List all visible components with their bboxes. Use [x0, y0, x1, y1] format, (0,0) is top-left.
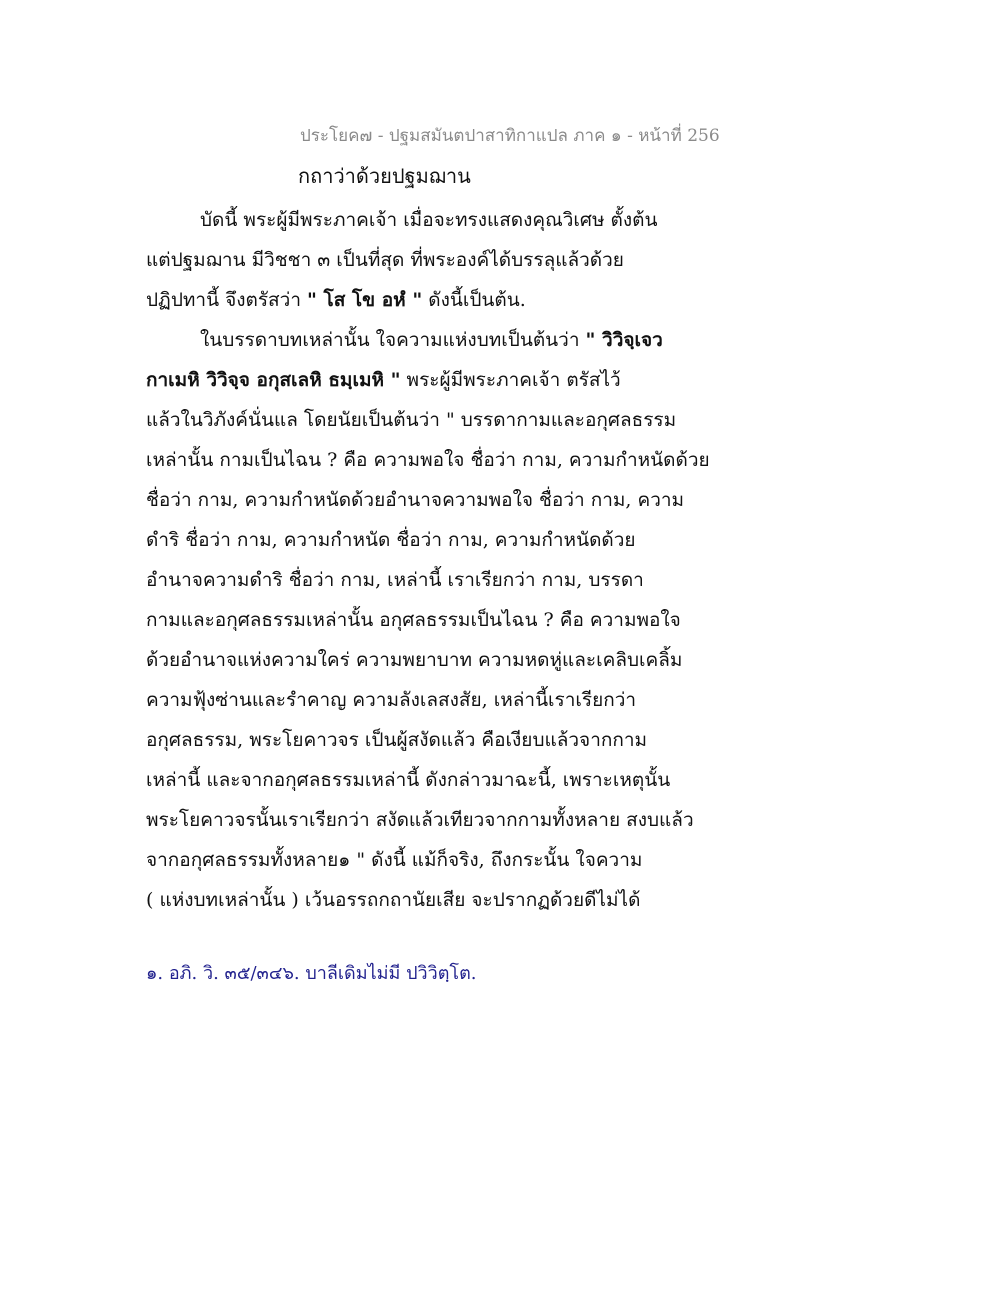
pali-quote: " โส โข อหํ " [307, 289, 423, 311]
paragraph-2-line-9: ด้วยอำนาจแห่งความใคร่ ความพยาบาท ความหดหู่และเคลิบเคลิ้ม [146, 649, 683, 671]
paragraph-2-line-1 [146, 320, 846, 360]
text-run: ในบรรดาบทเหล่านั้น ใจความแห่งบทเป็นต้นว่า [200, 329, 586, 351]
text-run: ดังนี้เป็นต้น. [422, 289, 526, 311]
pali-quote: " วิวิจฺเจว [585, 329, 663, 351]
paragraph-2-line-6: ดำริ ชื่อว่า กาม, ความกำหนัด ชื่อว่า กาม, ความกำหนัดด้วย [146, 529, 636, 551]
paragraph-2-line-7: อำนาจความดำริ ชื่อว่า กาม, เหล่านี้ เราเรียกว่า กาม, บรรดา [146, 569, 644, 591]
body-text [146, 200, 846, 920]
paragraph-2-line-5: ชื่อว่า กาม, ความกำหนัดด้วยอำนาจความพอใจ ชื่อว่า กาม, ความ [146, 489, 685, 511]
paragraph-2-line-12: เหล่านี้ และจากอกุศลธรรมเหล่านี้ ดังกล่าวมาฉะนี้, เพราะเหตุนั้น [146, 769, 671, 791]
paragraph-2-line-14: จากอกุศลธรรมทั้งหลาย๑ " ดังนี้ แม้ก็จริง, ถึงกระนั้น ใจความ [146, 849, 643, 871]
paragraph-2-line-4: เหล่านั้น กามเป็นไฉน ? คือ ความพอใจ ชื่อว่า กาม, ความกำหนัดด้วย [146, 449, 710, 471]
paragraph-1-line-3 [146, 280, 846, 320]
paragraph-2-line-13: พระโยคาวจรนั้นเราเรียกว่า สงัดแล้วเทียวจากกามทั้งหลาย สงบแล้ว [146, 809, 694, 831]
paragraph-1-line-2: แต่ปฐมฌาน มีวิชชา ๓ เป็นที่สุด ที่พระองค์ได้บรรลุแล้วด้วย [146, 249, 624, 271]
text-run: พระผู้มีพระภาคเจ้า ตรัสไว้ [400, 369, 621, 391]
paragraph-2-line-3: แล้วในวิภังค์นั่นแล โดยนัยเป็นต้นว่า " บรรดากามและอกุศลธรรม [146, 409, 677, 431]
paragraph-2-line-10: ความฟุ้งซ่านและรำคาญ ความลังเลสงสัย, เหล่านี้เราเรียกว่า [146, 689, 637, 711]
paragraph-2-line-8: กามและอกุศลธรรมเหล่านั้น อกุศลธรรมเป็นไฉน ? คือ ความพอใจ [146, 609, 681, 631]
paragraph-2-line-2 [146, 360, 846, 400]
footnote: ๑. อภิ. วิ. ๓๕/๓๔๖. บาลีเดิมไม่มี ปวิวิตฺโต. [146, 963, 477, 984]
section-title: กถาว่าด้วยปฐมฌาน [298, 164, 471, 188]
text-run: ปฏิปทานี้ จึงตรัสว่า [146, 289, 308, 311]
paragraph-1-line-1: บัดนี้ พระผู้มีพระภาคเจ้า เมื่อจะทรงแสดงคุณวิเศษ ตั้งต้น [200, 209, 658, 231]
paragraph-2-line-11: อกุศลธรรม, พระโยคาวจร เป็นผู้สงัดแล้ว คือเงียบแล้วจากกาม [146, 729, 648, 751]
paragraph-2-line-15: ( แห่งบทเหล่านั้น ) เว้นอรรถกถานัยเสีย จะปรากฏด้วยดีไม่ได้ [146, 889, 641, 911]
pali-quote: กาเมหิ วิวิจฺจ อกุสเลหิ ธมฺเมหิ " [146, 369, 401, 391]
running-head: ประโยค๗ - ปฐมสมันตปาสาทิกาแปล ภาค ๑ - หน้าที่ 256 [300, 126, 720, 146]
